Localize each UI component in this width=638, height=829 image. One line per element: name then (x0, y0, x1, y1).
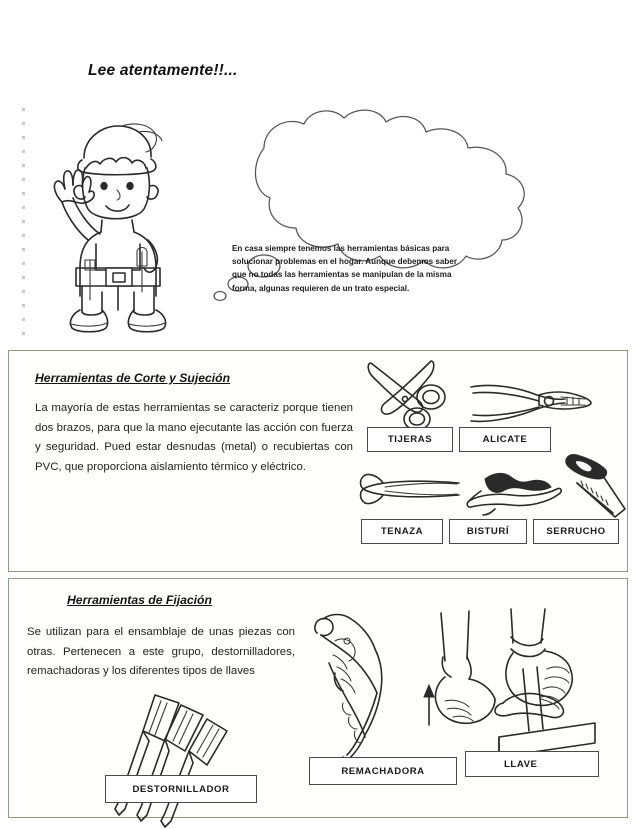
section-body-corte: La mayoría de estas herramientas se caracteriz porque tienen dos brazos, para que la mano ejecutante las acción con fuerza y seguridad. Pued estar desnudas (metal) o recubiertas con PVC, que proporciona aislamiento térmico y eléctrico. (35, 402, 353, 473)
screwdrivers-illustration (109, 689, 249, 829)
label-alicate: ALICATE (459, 427, 551, 452)
rivet-gun-illustration (311, 611, 407, 767)
scissors-illustration (361, 359, 457, 431)
serrucho-illustration (557, 451, 633, 527)
title-row (0, 62, 638, 96)
label-llave: LLAVE (465, 751, 599, 777)
wrench-hands-illustration (415, 607, 601, 775)
notebook-perforation-line (22, 108, 25, 336)
section-corte-y-sujecion (8, 350, 628, 572)
thought-bubble-text: En casa siempre tenemos las herramientas básicas para solucionar problemas en el hogar. Aunque debemos saber que no todas las herramientas se manipulan de la misma forma, algunas requieren de un trato especial. (232, 244, 458, 293)
label-tijeras: TIJERAS (367, 427, 453, 452)
label-remachadora: REMACHADORA (309, 757, 457, 785)
page-title: Lee atentamente!!... (88, 62, 238, 79)
builder-character-illustration (38, 110, 188, 336)
label-destornillador: DESTORNILLADOR (105, 775, 257, 803)
label-bisturi: BISTURÍ (449, 519, 527, 544)
section-fijacion (8, 578, 628, 818)
bisturi-illustration (461, 461, 567, 519)
label-serrucho: SERRUCHO (533, 519, 619, 544)
section-heading-fijacion: Herramientas de Fijación (67, 593, 212, 607)
hero-illustration (0, 104, 638, 342)
tenaza-illustration (355, 463, 465, 519)
section-heading-corte: Herramientas de Corte y Sujeción (35, 371, 231, 385)
label-tenaza: TENAZA (361, 519, 443, 544)
section-body-fijacion: Se utilizan para el ensamblaje de unas piezas con otras. Pertenecen a este grupo, destornilladores, remachadoras y los diferentes tipos de llaves (27, 626, 295, 677)
pliers-illustration (465, 369, 595, 429)
